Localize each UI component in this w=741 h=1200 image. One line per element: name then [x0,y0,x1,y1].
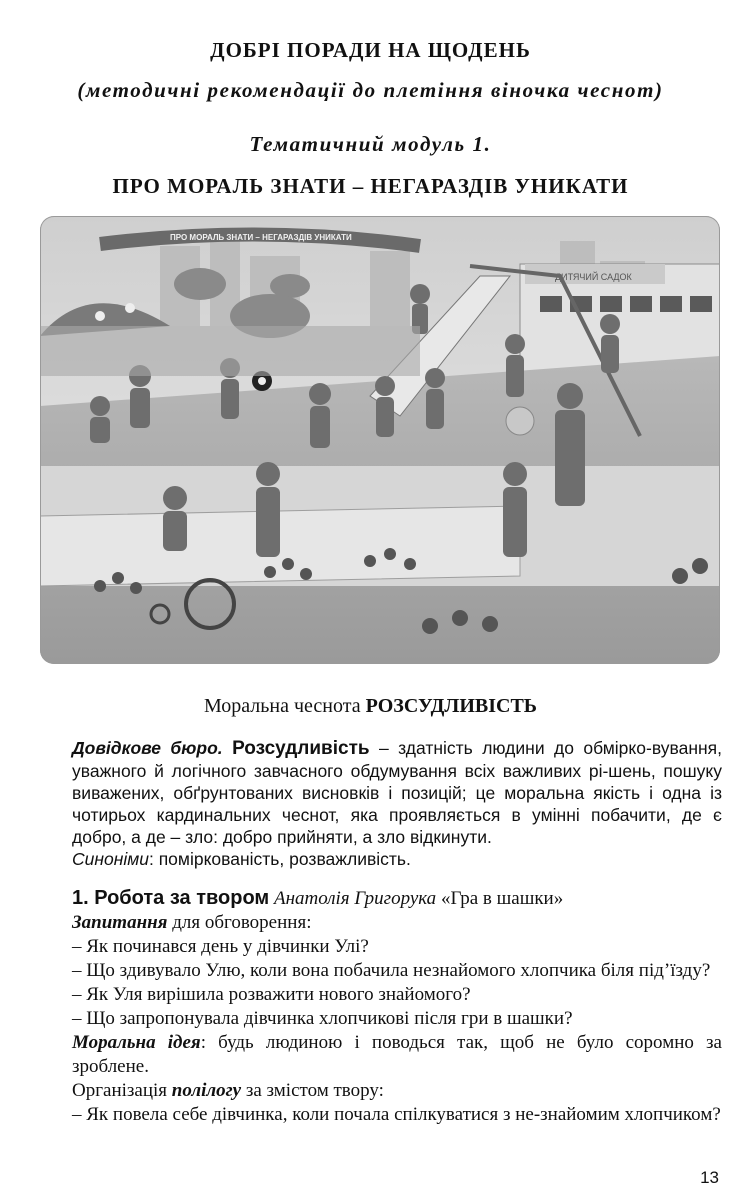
moral-idea-label: Моральна ідея [72,1032,201,1053]
question-3: – Як Уля вирішила розважити нового знайомого? [72,984,471,1005]
organization-prefix: Організація [72,1080,172,1101]
playground-illustration [40,216,720,664]
question-2: – Що здивувало Улю, коли вона побачила незнайомого хлопчика біля під’їзду? [72,960,711,981]
reference-definition: – здатність людини до обмірко-вування, уважного й логічного завчасного обдумування всіх важливих рі-шень, пошуку виважених, обґрунтованих висновків і позицій; це моральна якість і одна із чотирьох кардинальних чеснот, яка проявляється в умінні побачити, де є добро, а де – зло: добро прийняти, а зло відкинути. [72,738,722,847]
module-heading: ПРО МОРАЛЬ ЗНАТИ – НЕГАРАЗДІВ УНИКАТИ [112,174,629,198]
virtue-line [0,695,741,718]
question-5: – Як повела себе дівчинка, коли почала спілкуватися з не-знайомим хлопчиком? [72,1104,721,1125]
polilog-word: полілогу [171,1080,242,1101]
building-sign: ДИТЯЧИЙ САДОК [555,272,632,282]
organization-suffix: за змістом твору: [241,1080,384,1101]
reference-block [72,737,722,870]
work-section [72,886,722,1127]
work-title: «Гра в шашки» [440,888,564,909]
virtue-name: РОЗСУДЛИВІСТЬ [365,695,538,717]
question-4: – Що запропонувала дівчинка хлопчикові після гри в шашки? [72,1008,573,1029]
banner-text: ПРО МОРАЛЬ ЗНАТИ – НЕГАРАЗДІВ УНИКАТИ [170,233,352,242]
page-number: 13 [700,1168,719,1187]
page-subtitle: (методичні рекомендації до плетіння віночка чеснот) [77,78,664,102]
question-1: – Як починався день у дівчинки Улі? [72,936,369,957]
questions-label: Запитання [72,912,168,933]
questions-suffix: для обговорення: [167,912,312,933]
module-label: Тематичний модуль 1. [249,132,492,156]
reference-lead: Довідкове бюро. [72,738,223,758]
moral-idea-text: : будь людиною і поводься так, щоб не було соромно за зроблене. [72,1032,722,1077]
page-title: ДОБРІ ПОРАДИ НА ЩОДЕНЬ [210,38,531,62]
virtue-prefix: Моральна чеснота [203,695,361,717]
synonyms-label: Синоніми [72,849,149,869]
reference-term: Розсудливість [232,738,370,759]
work-author: Анатолія Григорука [273,888,437,909]
work-heading: 1. Робота за твором [72,887,270,909]
synonyms-text: : поміркованість, розважливість. [148,849,411,869]
